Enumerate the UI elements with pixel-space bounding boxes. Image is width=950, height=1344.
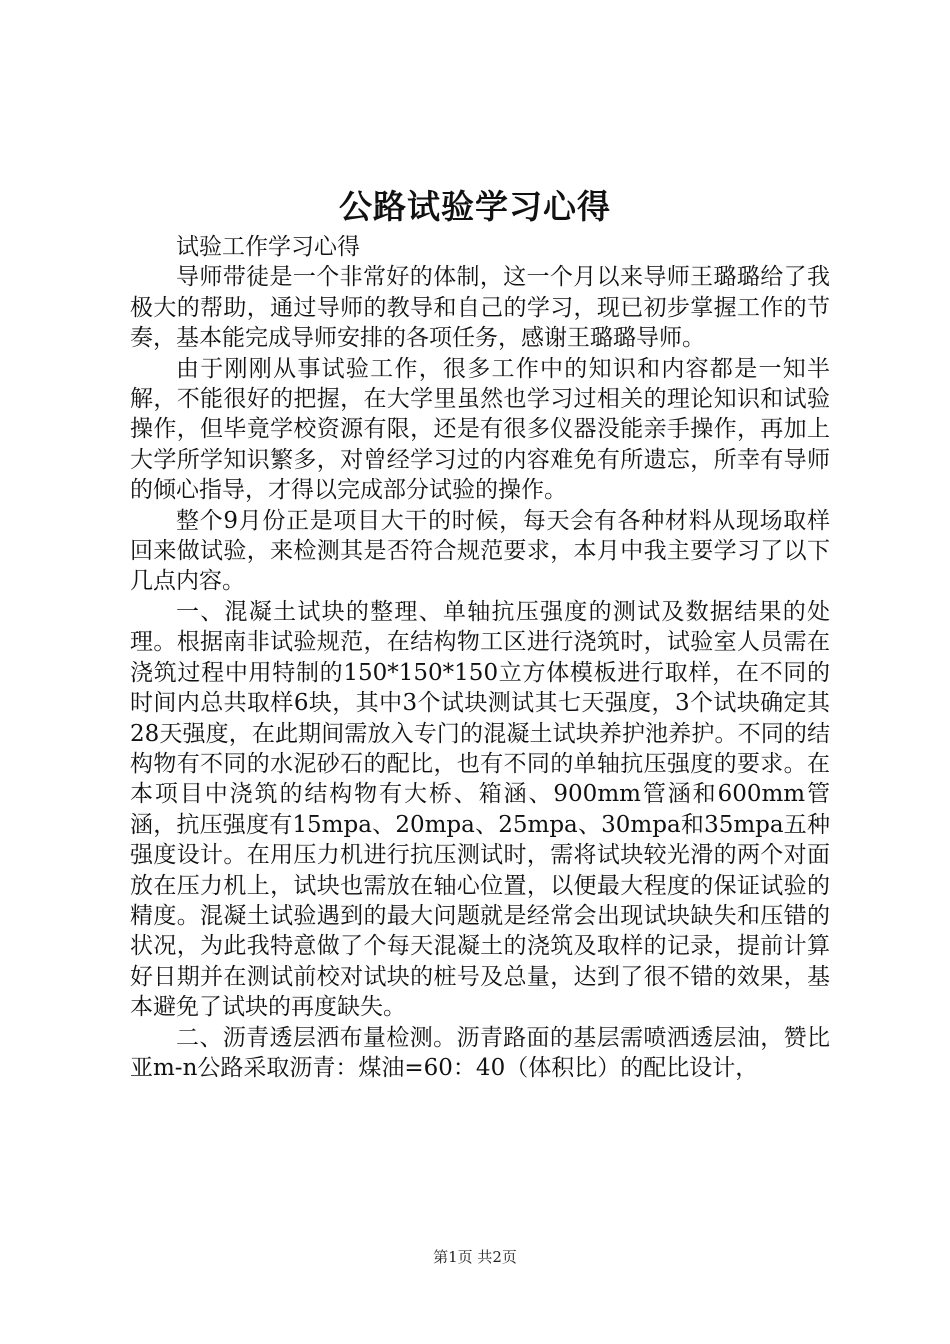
paragraph-september: 整个9月份正是项目大干的时候，每天会有各种材料从现场取样回来做试验，来检测其是否符合规范要求，本月中我主要学习了以下几点内容。 — [130, 507, 830, 595]
document-title: 公路试验学习心得 — [339, 187, 611, 226]
page-number-footer: 第1页 共2页 — [433, 1248, 517, 1266]
paragraph-asphalt-test: 二、沥青透层洒布量检测。沥青路面的基层需喷洒透层油，赞比亚m-n公路采取沥青：煤油=60：40（体积比）的配比设计， — [130, 1024, 830, 1081]
paragraph-subtitle: 试验工作学习心得 — [176, 234, 360, 260]
paragraph-mentor: 导师带徒是一个非常好的体制，这一个月以来导师王璐璐给了我极大的帮助，通过导师的教导和自己的学习，现已初步掌握工作的节奏，基本能完成导师安排的各项任务，感谢王璐璐导师。 — [130, 264, 830, 352]
document-body — [130, 232, 830, 1083]
paragraph-concrete-test: 一、混凝土试块的整理、单轴抗压强度的测试及数据结果的处理。根据南非试验规范，在结构物工区进行浇筑时，试验室人员需在浇筑过程中用特制的150*150*150立方体模板进行取样，在不同的时间内总共取样6块，其中3个试块测试其七天强度，3个试块确定其28天强度，在此期间需放入专门的混凝土试块养护池养护。不同的结构物有不同的水泥砂石的配比，也有不同的单轴抗压强度的要求。在本项目中浇筑的结构物有大桥、箱涵、900mm管涵和600mm管涵，抗压强度有15mpa、20mpa、25mpa、30mpa和35mpa五种强度设计。在用压力机进行抗压测试时，需将试块较光滑的两个对面放在压力机上，试块也需放在轴心位置，以便最大程度的保证试验的精度。混凝土试验遇到的最大问题就是经常会出现试块缺失和压错的状况，为此我特意做了个每天混凝土的浇筑及取样的记录，提前计算好日期并在测试前校对试块的桩号及总量，达到了很不错的效果，基本避免了试块的再度缺失。 — [130, 598, 830, 1021]
paragraph-background: 由于刚刚从事试验工作，很多工作中的知识和内容都是一知半解，不能很好的把握，在大学里虽然也学习过相关的理论知识和试验操作，但毕竟学校资源有限，还是有很多仪器没能亲手操作，再加上大学所学知识繁多，对曾经学习过的内容难免有所遗忘，所幸有导师的倾心指导，才得以完成部分试验的操作。 — [130, 355, 830, 504]
